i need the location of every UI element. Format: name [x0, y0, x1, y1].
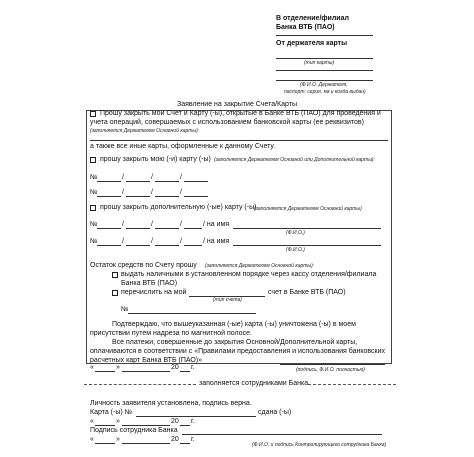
date-quote-open: « — [90, 436, 94, 443]
section1-note: (заполняется Держателем Основной карты): — [90, 128, 200, 134]
bank-date2-year-line[interactable] — [180, 443, 190, 444]
holder-name-fill-line[interactable] — [276, 70, 373, 71]
bank-date2-day-line[interactable] — [95, 443, 115, 444]
on-name-label: / на имя — [203, 238, 230, 245]
slash: / — [180, 238, 182, 245]
card-number-part[interactable] — [184, 245, 202, 246]
slash: / — [180, 189, 182, 196]
date-day-line[interactable] — [95, 371, 115, 372]
slash: / — [151, 189, 153, 196]
holder-passport-fill-line[interactable] — [276, 80, 373, 81]
cards-label: Карта (-ы) № — [90, 409, 133, 416]
close-additional-card-checkbox[interactable] — [90, 205, 96, 211]
divider-left — [84, 384, 196, 385]
additional-holder-name-line[interactable] — [233, 245, 381, 246]
employee-hint: (Ф.И.О. и подпись Контролирующего сотрудника Банка) — [252, 442, 387, 448]
remainder-line1: Остаток средств по Счету прошу — [90, 262, 197, 269]
close-account-and-card-checkbox[interactable] — [90, 111, 96, 117]
card-number-label: № — [90, 174, 98, 181]
cash-out-checkbox[interactable] — [112, 272, 118, 278]
date-year-prefix: 20 — [171, 418, 179, 425]
passport-hint: паспорт: серия, км и когда выдан) — [284, 89, 366, 95]
date-quote-open: « — [90, 364, 94, 371]
slash: / — [180, 221, 182, 228]
account-number-label: № — [121, 306, 129, 313]
employee-signature-line[interactable] — [182, 434, 382, 435]
slash: / — [122, 189, 124, 196]
section2-note: (заполняется Держателем Основной или Дополнительной карты): — [214, 157, 375, 163]
section1-fill-line-1[interactable] — [90, 140, 388, 141]
card-number-part[interactable] — [155, 245, 179, 246]
card-number-part[interactable] — [126, 245, 150, 246]
card-number-part[interactable] — [155, 181, 179, 182]
divider-right — [308, 384, 396, 385]
confirm-line3: Все платежи, совершенные до закрытия Основной/Дополнительной карты, — [112, 339, 358, 346]
slash: / — [122, 174, 124, 181]
client-signature-line[interactable] — [280, 364, 385, 365]
date-month-line[interactable] — [122, 371, 170, 372]
date-quote-close: » — [116, 364, 120, 371]
slash: / — [122, 221, 124, 228]
employee-signature-label: Подпись сотрудника Банка — [90, 427, 178, 434]
fio-hint: (Ф.И.О. Держателя, — [300, 82, 348, 88]
card-number-part[interactable] — [97, 196, 121, 197]
slash: / — [151, 238, 153, 245]
close-my-card-checkbox[interactable] — [90, 157, 96, 163]
handed-label: сдана (-ы) — [258, 409, 292, 416]
handed-cards-line[interactable] — [136, 416, 256, 417]
header-bank-line: Банка ВТБ (ПАО) — [276, 24, 335, 31]
bank-date2-month-line[interactable] — [122, 443, 170, 444]
date-quote-open: « — [90, 418, 94, 425]
section2-line1: прошу закрыть мою (-и) карту (-ы) — [100, 156, 211, 163]
card-number-part[interactable] — [155, 228, 179, 229]
date-year-prefix: 20 — [171, 364, 179, 371]
additional-holder-name-line[interactable] — [233, 228, 381, 229]
card-number-label: № — [90, 221, 98, 228]
account-type-hint: (тип счета) — [213, 297, 242, 303]
card-type-hint: (тип карты) — [304, 60, 335, 66]
card-number-part[interactable] — [126, 196, 150, 197]
section3-line1: прошу закрыть дополнительную (-ые) карту (-ы) — [100, 204, 257, 211]
card-number-part[interactable] — [97, 228, 121, 229]
confirm-line2: присутствии путем надреза по магнитной полосе. — [90, 330, 252, 337]
slash: / — [122, 238, 124, 245]
document-title: Заявление на закрытие Счета/Карты — [176, 101, 297, 108]
card-number-part[interactable] — [97, 181, 121, 182]
section1-also: а также все иные карты, оформленные к данному Счету. — [90, 143, 276, 150]
slash: / — [180, 174, 182, 181]
on-name-label: / на имя — [203, 221, 230, 228]
confirm-line1: Подтверждаю, что вышеуказанная (-ые) карта (-ы) уничтожена (-ы) в моем — [112, 321, 356, 328]
card-type-fill-line[interactable] — [276, 58, 373, 59]
option2-tail: счет в Банке ВТБ (ПАО) — [268, 289, 346, 296]
option1-line1: выдать наличными в установленном порядке через кассу отделения/филиала — [121, 271, 377, 278]
confirm-line5: расчетных карт Банка ВТБ (ПАО)» — [90, 357, 203, 364]
card-number-part[interactable] — [126, 181, 150, 182]
header-branch-line: В отделение/филиал — [276, 15, 349, 22]
card-number-label: № — [90, 238, 98, 245]
account-number-line[interactable] — [128, 313, 256, 314]
option1-line2: Банка ВТБ (ПАО) — [121, 280, 178, 287]
date-quote-close: » — [116, 418, 120, 425]
transfer-checkbox[interactable] — [112, 290, 118, 296]
bank-date-month-line[interactable] — [122, 425, 170, 426]
remainder-note: (заполняется Держателем Основной карты): — [205, 263, 315, 269]
date-g: г. — [191, 364, 195, 371]
card-number-part[interactable] — [184, 196, 208, 197]
section3-note: (заполняется Держателем Основной карты) — [254, 206, 362, 212]
slash: / — [151, 174, 153, 181]
card-number-label: № — [90, 189, 98, 196]
slash: / — [151, 221, 153, 228]
card-number-part[interactable] — [184, 228, 202, 229]
fio-small-hint: (Ф.И.О.) — [286, 247, 305, 253]
card-number-part[interactable] — [155, 196, 179, 197]
section1-line2: учета операций, совершаемых с использованием банковской карты (ее реквизитов) — [90, 119, 364, 126]
header-from-holder: От держателя карты — [276, 40, 348, 47]
signature-hint: (подпись, Ф.И.О. полностью) — [296, 367, 365, 373]
card-number-part[interactable] — [126, 228, 150, 229]
card-number-part[interactable] — [184, 181, 208, 182]
bank-date-day-line[interactable] — [95, 425, 115, 426]
date-year-prefix: 20 — [171, 436, 179, 443]
option2-label: перечислить на мой — [121, 289, 187, 296]
fio-small-hint: (Ф.И.О.) — [286, 230, 305, 236]
date-g: г. — [191, 436, 195, 443]
bank-divider-label: заполняется сотрудниками Банка — [199, 380, 309, 387]
card-number-part[interactable] — [97, 245, 121, 246]
bank-date-year-line[interactable] — [180, 425, 190, 426]
confirm-line4: оплачиваются в соответствии с «Правилами предоставления и использования банковских — [90, 348, 386, 355]
date-year-line[interactable] — [180, 371, 190, 372]
date-quote-close: » — [116, 436, 120, 443]
section1-line1: Прошу закрыть мои Счет и Карту (-ы), открытые в Банке ВТБ (ПАО) для проведения и — [100, 110, 381, 117]
identity-confirmed: Личность заявителя установлена, подпись верна. — [90, 400, 252, 407]
date-g: г. — [191, 418, 195, 425]
branch-fill-line[interactable] — [276, 35, 373, 36]
